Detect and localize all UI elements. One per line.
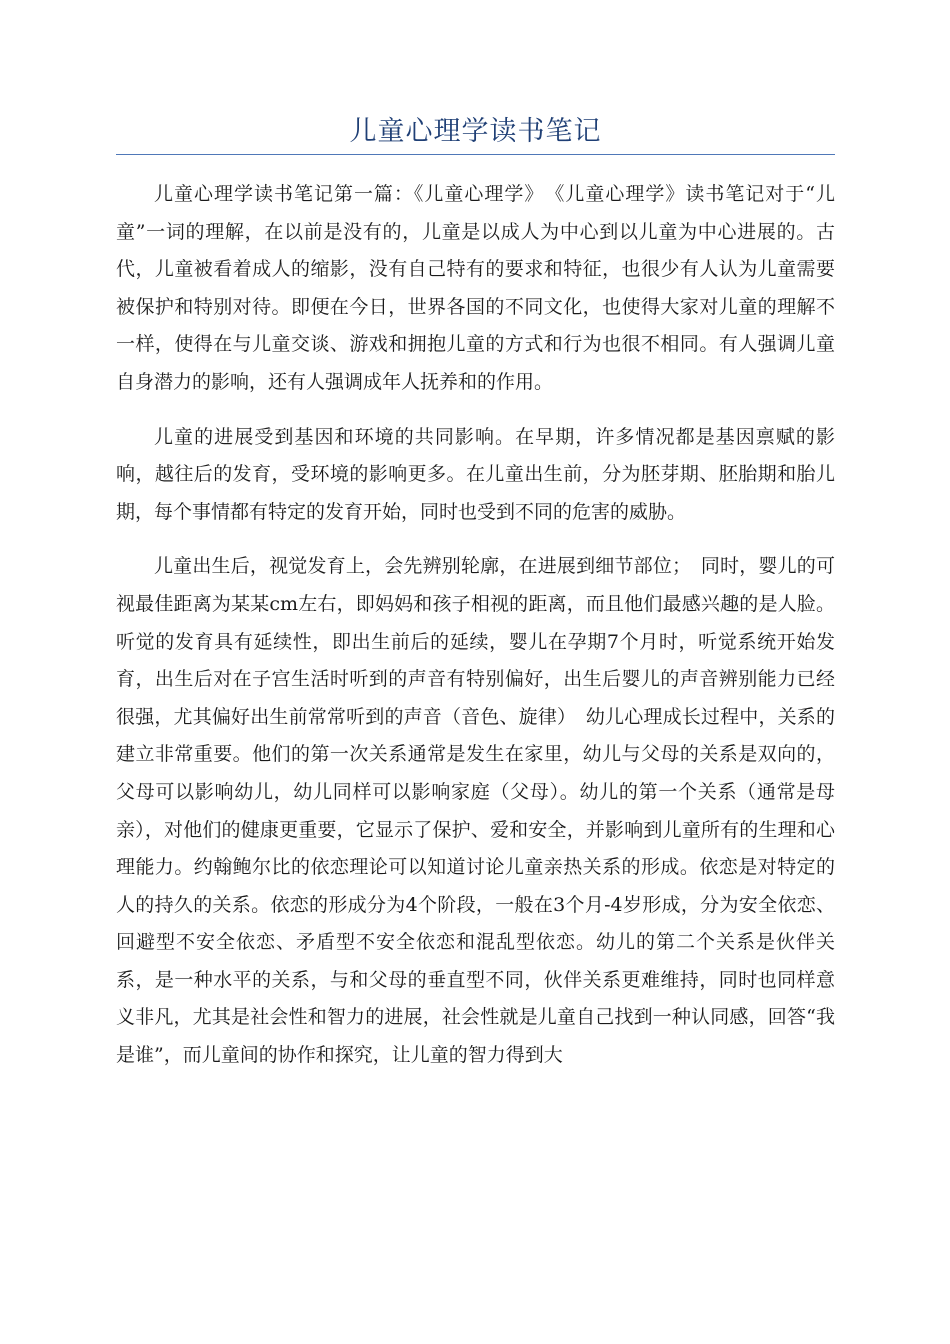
paragraph-2: 儿童的进展受到基因和环境的共同影响。在早期，许多情况都是基因禀赋的影响，越往后的发育，受环境的影响更多。在儿童出生前，分为胚芽期、胚胎期和胎儿期，每个事情都有特定的发育开始，同时也受到不同的危害的威胁。 [116, 425, 835, 523]
paragraph-1: 儿童心理学读书笔记第一篇：《儿童心理学》 《儿童心理学》读书笔记对于“儿童”一词的理解，在以前是没有的，儿童是以成人为中心到以儿童为中心进展的。古代，儿童被看着成人的缩影，没有自己特有的要求和特征，也很少有人认为儿童需要被保护和特别对待。即便在今日，世界各国的不同文化，也使得大家对儿童的理解不一样，使得在与儿童交谈、游戏和拥抱儿童的方式和行为也很不相同。有人强调儿童自身潜力的影响，还有人强调成年人抚养和的作用。 [116, 183, 835, 393]
title-underline [116, 154, 835, 155]
paragraph-3: 儿童出生后，视觉发育上，会先辨别轮廓，在进展到细节部位； 同时，婴儿的可视最佳距离为某某cm左右，即妈妈和孩子相视的距离，而且他们最感兴趣的是人脸。听觉的发育具有延续性，即出生前后的延续，婴儿在孕期7个月时，听觉系统开始发育，出生后对在子宫生活时听到的声音有特别偏好，出生后婴儿的声音辨别能力已经很强，尤其偏好出生前常常听到的声音（音色、旋律） 幼儿心理成长过程中，关系的建立非常重要。他们的第一次关系通常是发生在家里，幼儿与父母的关系是双向的，父母可以影响幼儿，幼儿同样可以影响家庭（父母）。幼儿的第一个关系（通常是母亲），对他们的健康更重要，它显示了保护、爱和安全，并影响到儿童所有的生理和心理能力。约翰鲍尔比的依恋理论可以知道讨论儿童亲热关系的形成。依恋是对特定的人的持久的关系。依恋的形成分为4个阶段，一般在3个月-4岁形成，分为安全依恋、回避型不安全依恋、矛盾型不安全依恋和混乱型依恋。幼儿的第二个关系是伙伴关系，是一种水平的关系，与和父母的垂直型不同，伙伴关系更难维持，同时也同样意义非凡，尤其是社会性和智力的进展，社会性就是儿童自己找到一种认同感，回答“我是谁”，而儿童间的协作和探究，让儿童的智力得到大 [116, 555, 835, 1067]
document-body [116, 176, 835, 1075]
document-title: 儿童心理学读书笔记 [349, 116, 602, 147]
